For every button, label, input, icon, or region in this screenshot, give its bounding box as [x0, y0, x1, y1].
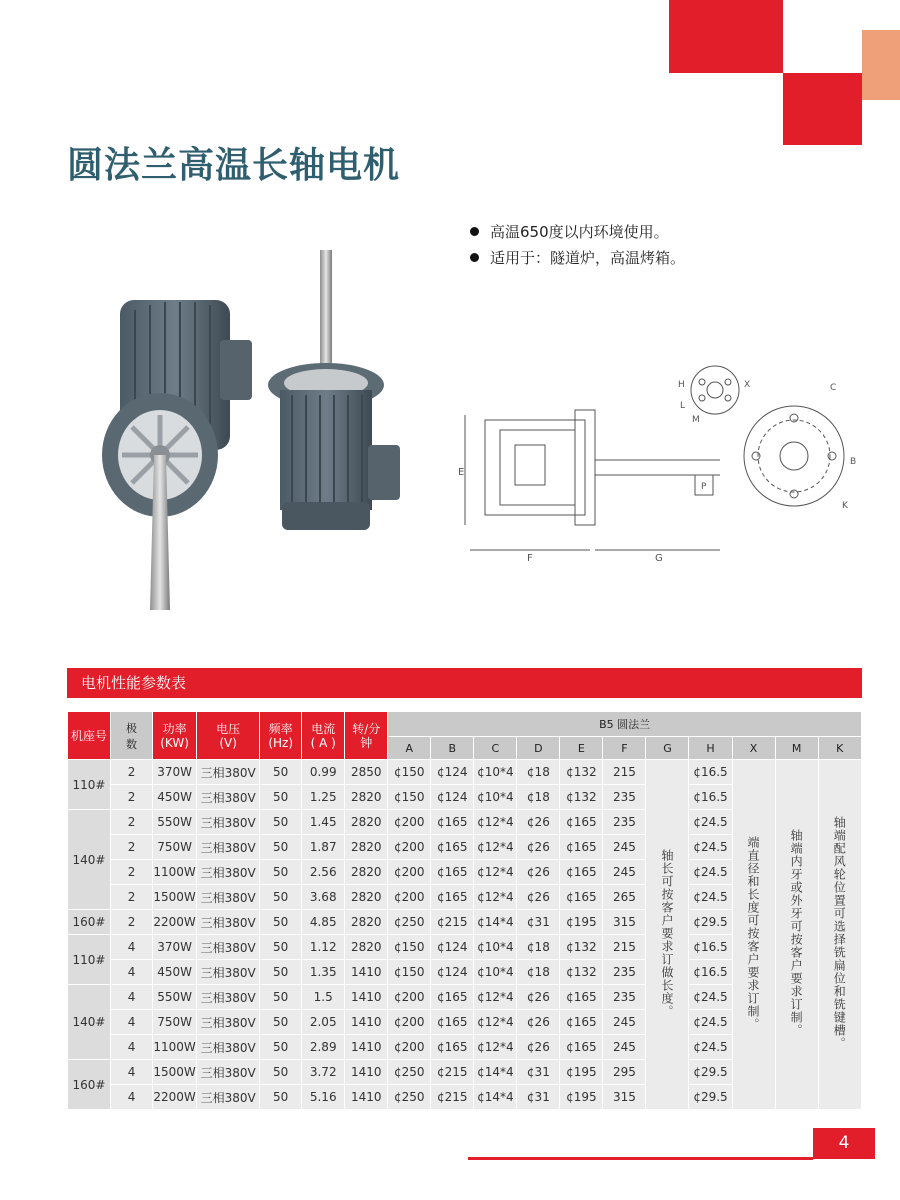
cell-voltage: 三相380V: [197, 910, 260, 935]
dim-label-M: M: [692, 415, 700, 425]
cell-E: ¢165: [560, 885, 603, 910]
cell-poles: 2: [111, 885, 153, 910]
cell-speed: 1410: [345, 1085, 388, 1110]
cell-B: ¢165: [431, 1035, 474, 1060]
flange-front-drawing: [742, 378, 867, 528]
cell-E: ¢165: [560, 1035, 603, 1060]
cell-D: ¢31: [517, 910, 560, 935]
header-frequency: 频率 (Hz): [260, 712, 302, 760]
cell-speed: 2820: [345, 935, 388, 960]
cell-poles: 2: [111, 910, 153, 935]
cell-current: 3.68: [302, 885, 345, 910]
cell-D: ¢26: [517, 810, 560, 835]
dim-label-F: F: [527, 553, 533, 564]
cell-A: ¢250: [388, 1060, 431, 1085]
cell-H: ¢24.5: [689, 860, 732, 885]
cell-poles: 4: [111, 1035, 153, 1060]
cell-current: 1.12: [302, 935, 345, 960]
header-dim-B: B: [431, 737, 474, 760]
cell-current: 1.45: [302, 810, 345, 835]
cell-D: ¢26: [517, 985, 560, 1010]
feature-list: [470, 218, 685, 270]
feature-item: 高温650度以内环境使用。: [470, 218, 685, 244]
cell-voltage: 三相380V: [197, 935, 260, 960]
cell-A: ¢150: [388, 935, 431, 960]
cell-A: ¢200: [388, 885, 431, 910]
cell-B: ¢124: [431, 935, 474, 960]
cell-D: ¢18: [517, 785, 560, 810]
cell-D: ¢18: [517, 960, 560, 985]
note-X: 端直径和长度可按客户要求订制。: [732, 760, 775, 1110]
cell-B: ¢124: [431, 960, 474, 985]
cell-freq: 50: [260, 960, 302, 985]
cell-E: ¢165: [560, 860, 603, 885]
cell-voltage: 三相380V: [197, 885, 260, 910]
dim-label-B: B: [850, 457, 857, 467]
cell-F: 235: [603, 985, 646, 1010]
cell-D: ¢31: [517, 1060, 560, 1085]
cell-model: 140#: [68, 810, 111, 910]
cell-F: 215: [603, 760, 646, 785]
header-model: 机座号: [68, 712, 111, 760]
cell-C: ¢12*4: [474, 835, 517, 860]
cell-current: 5.16: [302, 1085, 345, 1110]
cell-C: ¢12*4: [474, 810, 517, 835]
header-dim-E: E: [560, 737, 603, 760]
cell-poles: 2: [111, 835, 153, 860]
dim-label-K: K: [842, 501, 848, 511]
cell-F: 245: [603, 860, 646, 885]
cell-H: ¢29.5: [689, 1085, 732, 1110]
cell-poles: 4: [111, 1060, 153, 1085]
cell-voltage: 三相380V: [197, 985, 260, 1010]
cell-current: 2.89: [302, 1035, 345, 1060]
dim-label-L: L: [680, 401, 686, 411]
cell-D: ¢18: [517, 760, 560, 785]
cell-power: 1100W: [153, 860, 197, 885]
dim-label-E: E: [458, 467, 465, 478]
header-b5-flange: B5 圆法兰: [388, 712, 862, 737]
cell-A: ¢250: [388, 1085, 431, 1110]
cell-voltage: 三相380V: [197, 1060, 260, 1085]
cell-poles: 2: [111, 760, 153, 785]
cell-E: ¢195: [560, 910, 603, 935]
cell-E: ¢132: [560, 960, 603, 985]
cell-B: ¢124: [431, 760, 474, 785]
bullet-icon: [470, 253, 479, 262]
cell-freq: 50: [260, 1085, 302, 1110]
cell-freq: 50: [260, 835, 302, 860]
cell-poles: 2: [111, 810, 153, 835]
cell-freq: 50: [260, 1060, 302, 1085]
motor-spec-table: [67, 711, 862, 1110]
cell-model: 110#: [68, 760, 111, 810]
cell-F: 265: [603, 885, 646, 910]
cell-C: ¢12*4: [474, 1035, 517, 1060]
header-dim-H: H: [689, 737, 732, 760]
cell-A: ¢200: [388, 835, 431, 860]
header-voltage: 电压 (V): [197, 712, 260, 760]
cell-C: ¢10*4: [474, 935, 517, 960]
cell-B: ¢124: [431, 785, 474, 810]
header-current: 电流 ( A ): [302, 712, 345, 760]
cell-freq: 50: [260, 935, 302, 960]
cell-voltage: 三相380V: [197, 960, 260, 985]
cell-E: ¢195: [560, 1060, 603, 1085]
cell-F: 215: [603, 935, 646, 960]
cell-C: ¢12*4: [474, 1010, 517, 1035]
cell-power: 2200W: [153, 1085, 197, 1110]
cell-C: ¢12*4: [474, 860, 517, 885]
cell-F: 245: [603, 1035, 646, 1060]
cell-poles: 2: [111, 785, 153, 810]
cell-A: ¢250: [388, 910, 431, 935]
cell-power: 1500W: [153, 885, 197, 910]
dim-label-G: G: [655, 553, 663, 564]
cell-voltage: 三相380V: [197, 760, 260, 785]
cell-D: ¢31: [517, 1085, 560, 1110]
cell-F: 315: [603, 1085, 646, 1110]
cell-H: ¢24.5: [689, 985, 732, 1010]
cell-current: 3.72: [302, 1060, 345, 1085]
cell-poles: 4: [111, 1010, 153, 1035]
cell-freq: 50: [260, 810, 302, 835]
cell-poles: 4: [111, 985, 153, 1010]
cell-H: ¢24.5: [689, 810, 732, 835]
cell-A: ¢150: [388, 960, 431, 985]
cell-poles: 4: [111, 1085, 153, 1110]
cell-speed: 2820: [345, 810, 388, 835]
feature-item: 适用于：隧道炉，高温烤箱。: [470, 244, 685, 270]
cell-speed: 2820: [345, 910, 388, 935]
cell-model: 160#: [68, 1060, 111, 1110]
cell-A: ¢200: [388, 1035, 431, 1060]
cell-power: 450W: [153, 960, 197, 985]
cell-power: 370W: [153, 760, 197, 785]
cell-model: 160#: [68, 910, 111, 935]
cell-D: ¢26: [517, 860, 560, 885]
cell-D: ¢18: [517, 935, 560, 960]
dim-label-C: C: [830, 383, 837, 393]
cell-F: 245: [603, 835, 646, 860]
cell-A: ¢200: [388, 810, 431, 835]
cell-H: ¢29.5: [689, 1060, 732, 1085]
cell-voltage: 三相380V: [197, 785, 260, 810]
note-M: 轴端内牙或外牙可按客户要求订制。: [775, 760, 818, 1110]
cell-F: 245: [603, 1010, 646, 1035]
footer-line: [468, 1157, 813, 1160]
cell-B: ¢165: [431, 1010, 474, 1035]
cell-D: ¢26: [517, 1035, 560, 1060]
cell-F: 235: [603, 810, 646, 835]
cell-B: ¢215: [431, 1085, 474, 1110]
cell-C: ¢10*4: [474, 960, 517, 985]
cell-current: 4.85: [302, 910, 345, 935]
header-dim-X: X: [732, 737, 775, 760]
cell-E: ¢132: [560, 760, 603, 785]
motor-product-image: [100, 240, 430, 620]
cell-C: ¢12*4: [474, 985, 517, 1010]
cell-freq: 50: [260, 885, 302, 910]
table-row: [68, 760, 862, 785]
cell-F: 295: [603, 1060, 646, 1085]
cell-H: ¢16.5: [689, 785, 732, 810]
cell-B: ¢215: [431, 1060, 474, 1085]
cell-C: ¢10*4: [474, 785, 517, 810]
header-poles: 极 数: [111, 712, 153, 760]
cell-freq: 50: [260, 760, 302, 785]
cell-C: ¢14*4: [474, 1085, 517, 1110]
cell-freq: 50: [260, 1010, 302, 1035]
cell-current: 1.5: [302, 985, 345, 1010]
page-number: 4: [813, 1128, 875, 1159]
header-power: 功率 (KW): [153, 712, 197, 760]
dim-label-H: H: [678, 380, 685, 390]
cell-power: 550W: [153, 810, 197, 835]
cell-D: ¢26: [517, 885, 560, 910]
cell-speed: 1410: [345, 1035, 388, 1060]
cell-C: ¢10*4: [474, 760, 517, 785]
note-K: 轴端配风轮位置可选择铣扁位和铣键槽。: [818, 760, 861, 1110]
cell-voltage: 三相380V: [197, 810, 260, 835]
cell-current: 2.56: [302, 860, 345, 885]
cell-poles: 4: [111, 935, 153, 960]
cell-current: 0.99: [302, 760, 345, 785]
cell-freq: 50: [260, 785, 302, 810]
cell-H: ¢16.5: [689, 960, 732, 985]
header-dim-D: D: [517, 737, 560, 760]
decorative-orange-block: [862, 30, 900, 100]
cell-power: 2200W: [153, 910, 197, 935]
cell-D: ¢26: [517, 835, 560, 860]
header-dim-G: G: [646, 737, 689, 760]
cell-F: 235: [603, 960, 646, 985]
cell-C: ¢12*4: [474, 885, 517, 910]
header-dim-A: A: [388, 737, 431, 760]
cell-power: 750W: [153, 835, 197, 860]
cell-voltage: 三相380V: [197, 1035, 260, 1060]
cell-A: ¢150: [388, 760, 431, 785]
cell-power: 1500W: [153, 1060, 197, 1085]
header-speed: 转/分 钟: [345, 712, 388, 760]
cell-B: ¢165: [431, 835, 474, 860]
cell-E: ¢195: [560, 1085, 603, 1110]
cell-speed: 2820: [345, 785, 388, 810]
dim-label-X: X: [744, 380, 751, 390]
cell-H: ¢29.5: [689, 910, 732, 935]
cell-current: 1.25: [302, 785, 345, 810]
header-dim-F: F: [603, 737, 646, 760]
cell-current: 1.87: [302, 835, 345, 860]
cell-voltage: 三相380V: [197, 835, 260, 860]
cell-H: ¢24.5: [689, 1010, 732, 1035]
cell-B: ¢165: [431, 810, 474, 835]
cell-speed: 1410: [345, 960, 388, 985]
cell-voltage: 三相380V: [197, 1010, 260, 1035]
cell-E: ¢165: [560, 985, 603, 1010]
cell-A: ¢200: [388, 985, 431, 1010]
cell-speed: 2820: [345, 860, 388, 885]
cell-E: ¢165: [560, 835, 603, 860]
cell-A: ¢200: [388, 1010, 431, 1035]
cell-freq: 50: [260, 860, 302, 885]
cell-E: ¢132: [560, 935, 603, 960]
decorative-red-block: [669, 0, 783, 73]
dim-label-P: P: [701, 482, 707, 492]
cell-model: 110#: [68, 935, 111, 985]
cell-model: 140#: [68, 985, 111, 1060]
cell-voltage: 三相380V: [197, 1085, 260, 1110]
cell-power: 550W: [153, 985, 197, 1010]
cell-B: ¢165: [431, 985, 474, 1010]
cell-A: ¢200: [388, 860, 431, 885]
header-dim-C: C: [474, 737, 517, 760]
cell-D: ¢26: [517, 1010, 560, 1035]
cell-current: 1.35: [302, 960, 345, 985]
cell-B: ¢215: [431, 910, 474, 935]
cell-H: ¢24.5: [689, 1035, 732, 1060]
table-section-title: 电机性能参数表: [67, 668, 862, 698]
cell-H: ¢24.5: [689, 885, 732, 910]
bullet-icon: [470, 227, 479, 236]
page-title: 圆法兰高温长轴电机: [67, 145, 401, 186]
cell-freq: 50: [260, 985, 302, 1010]
decorative-red-block: [783, 73, 862, 145]
cell-H: ¢24.5: [689, 835, 732, 860]
cell-poles: 4: [111, 960, 153, 985]
cell-H: ¢16.5: [689, 760, 732, 785]
cell-E: ¢165: [560, 1010, 603, 1035]
cell-freq: 50: [260, 1035, 302, 1060]
cell-speed: 2820: [345, 835, 388, 860]
cell-power: 370W: [153, 935, 197, 960]
cell-B: ¢165: [431, 885, 474, 910]
cell-H: ¢16.5: [689, 935, 732, 960]
header-dim-K: K: [818, 737, 861, 760]
cell-power: 1100W: [153, 1035, 197, 1060]
cell-poles: 2: [111, 860, 153, 885]
cell-E: ¢165: [560, 810, 603, 835]
header-dim-M: M: [775, 737, 818, 760]
cell-speed: 1410: [345, 985, 388, 1010]
cell-speed: 2850: [345, 760, 388, 785]
cell-E: ¢132: [560, 785, 603, 810]
cell-F: 315: [603, 910, 646, 935]
cell-F: 235: [603, 785, 646, 810]
cell-freq: 50: [260, 910, 302, 935]
cell-voltage: 三相380V: [197, 860, 260, 885]
cell-C: ¢14*4: [474, 1060, 517, 1085]
cell-B: ¢165: [431, 860, 474, 885]
cell-power: 750W: [153, 1010, 197, 1035]
cell-C: ¢14*4: [474, 910, 517, 935]
cell-speed: 1410: [345, 1010, 388, 1035]
cell-speed: 1410: [345, 1060, 388, 1085]
cell-power: 450W: [153, 785, 197, 810]
note-G: 轴长可按客户要求订做长度。: [646, 760, 689, 1110]
cell-A: ¢150: [388, 785, 431, 810]
cell-speed: 2820: [345, 885, 388, 910]
cell-current: 2.05: [302, 1010, 345, 1035]
